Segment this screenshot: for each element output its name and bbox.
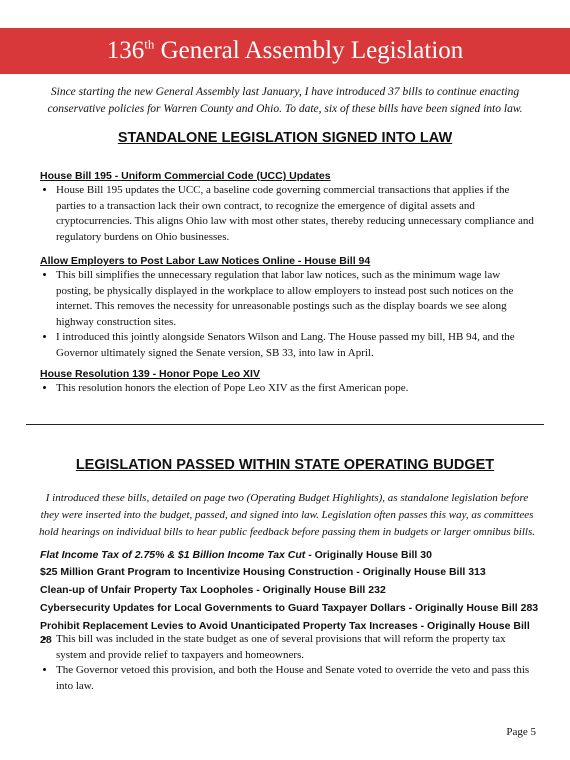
budget-bill-line: $25 Million Grant Program to Incentivize Housing Construction - Originally House Bill 313 <box>40 566 486 578</box>
title-text: General Assembly Legislation <box>154 37 464 64</box>
budget-bill-line <box>40 548 540 562</box>
bill-block-hb195 <box>40 169 535 245</box>
bullet-item: • This resolution honors the election of Pope Leo XIV as the first American pope. <box>56 381 535 397</box>
bill-title: House Bill 195 - Uniform Commercial Code (UCC) Updates <box>40 170 331 182</box>
bullet-list <box>40 183 535 245</box>
budget-intro-paragraph: I introduced these bills, detailed on page two (Operating Budget Highlights), as standalone legislation before they were inserted into the budget, passed, and signed into law. Legislation often passes this way, as committees hold hearings on individual bills to hear public feedback before passing them in budgets or larger omnibus bills. <box>39 492 535 538</box>
bullet-list <box>40 381 535 397</box>
bullet-list <box>40 268 535 362</box>
bullet-item: • House Bill 195 updates the UCC, a baseline code governing commercial transactions that applies if the parties to a transaction lack their own contract, to recognize the emergence of digital assets and cryptocurrencies. This aligns Ohio law with most other states, thereby reducing unnecessary compliance and regulatory burdens on Ohio businesses. <box>56 183 535 245</box>
bill-block-hb94 <box>40 254 535 362</box>
budget-bill-line: Prohibit Replacement Levies to Avoid Unanticipated Property Tax Increases - Originally House Bill 28 <box>40 620 530 646</box>
budget-bill-origin: - Originally House Bill 30 <box>305 549 432 561</box>
budget-bill-line: Cybersecurity Updates for Local Governments to Guard Taxpayer Dollars - Originally House Bill 283 <box>40 602 539 614</box>
page-title-banner <box>0 28 570 74</box>
bill-title: Allow Employers to Post Labor Law Notices Online - House Bill 94 <box>40 255 371 267</box>
bullet-item: • This bill was included in the state budget as one of several provisions that will reform the property tax system and provide relief to taxpayers and homeowners. <box>56 632 535 663</box>
section-heading-standalone: STANDALONE LEGISLATION SIGNED INTO LAW <box>117 130 453 146</box>
budget-bullets <box>40 632 535 694</box>
budget-bill-italic: Flat Income Tax of 2.75% & $1 Billion Income Tax Cut <box>40 549 306 561</box>
bill-title: House Resolution 139 - Honor Pope Leo XIV <box>40 368 260 380</box>
title-number: 136 <box>106 37 145 64</box>
bill-block-hr139 <box>40 367 535 397</box>
page-number: Page 5 <box>506 726 536 738</box>
intro-paragraph: Since starting the new General Assembly last January, I have introduced 37 bills to continue enacting conservative policies for Warren County and Ohio. To date, six of these bills have been signed into law. <box>47 86 523 115</box>
bullet-list <box>40 632 535 694</box>
section-divider <box>26 424 544 425</box>
bullet-item: • The Governor vetoed this provision, and both the House and Senate voted to override the veto and pass this into law. <box>56 663 535 694</box>
title-suffix: th <box>144 36 155 52</box>
budget-bill-line: Clean-up of Unfair Property Tax Loopholes - Originally House Bill 232 <box>40 584 386 596</box>
section-heading-budget: LEGISLATION PASSED WITHIN STATE OPERATING BUDGET <box>75 457 495 473</box>
bullet-item: • I introduced this jointly alongside Senators Wilson and Lang. The House passed my bill, HB 94, and the Governor ultimately signed the Senate version, SB 33, into law in April. <box>56 330 535 361</box>
bullet-item: • This bill simplifies the unnecessary regulation that labor law notices, such as the minimum wage law posting, be physically displayed in the workplace to allow employers to instead post such notices on the internet. This removes the necessity for unreasonable postings such as the display boards we see along highway construction sites. <box>56 268 535 330</box>
